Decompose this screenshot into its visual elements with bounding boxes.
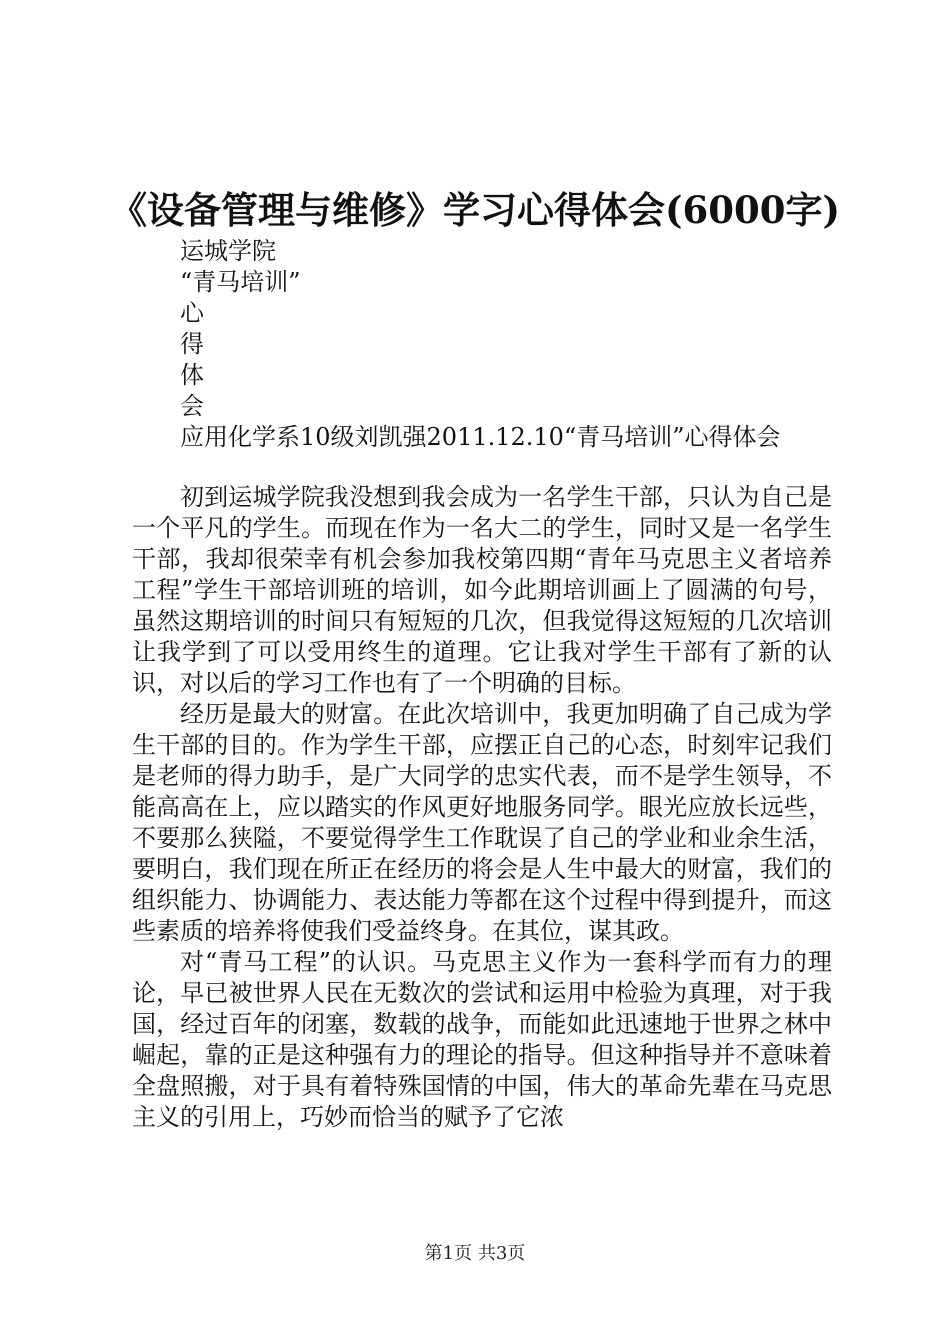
meta-line-char-4: 会 bbox=[180, 392, 204, 420]
document-meta bbox=[180, 236, 880, 453]
meta-line-char-3: 体 bbox=[180, 361, 204, 389]
meta-line-author: 应用化学系10级刘凯强2011.12.10“青马培训”心得体会 bbox=[180, 423, 781, 451]
paragraph-2: 经历是最大的财富。在此次培训中，我更加明确了自己成为学生干部的目的。作为学生干部，应摆正自己的心态，时刻牢记我们是老师的得力助手，是广大同学的忠实代表，而不是学生领导，不能高高在上，应以踏实的作风更好地服务同学。眼光应放长远些，不要那么狭隘，不要觉得学生工作耽误了自己的学业和业余生活，要明白，我们现在所正在经历的将会是人生中最大的财富，我们的组织能力、协调能力、表达能力等都在这个过程中得到提升，而这些素质的培养将使我们受益终身。在其位，谋其政。 bbox=[132, 700, 832, 945]
page-footer: 第1页 共3页 bbox=[424, 1243, 526, 1264]
meta-line-char-2: 得 bbox=[180, 330, 204, 358]
document-title: 《设备管理与维修》学习心得体会(6000字) bbox=[110, 188, 840, 232]
paragraph-3: 对“青马工程”的认识。马克思主义作为一套科学而有力的理论，早已被世界人民在无数次的尝试和运用中检验为真理，对于我国，经过百年的闭塞，数载的战争，而能如此迅速地于世界之林中崛起，靠的正是这种强有力的理论的指导。但这种指导并不意味着全盘照搬，对于具有着特殊国情的中国，伟大的革命先辈在马克思主义的引用上，巧妙而恰当的赋予了它浓 bbox=[132, 948, 832, 1131]
meta-line-program: “青马培训” bbox=[180, 268, 301, 296]
document-body bbox=[132, 482, 832, 1133]
meta-line-char-1: 心 bbox=[180, 299, 204, 327]
meta-line-school: 运城学院 bbox=[180, 237, 276, 265]
paragraph-1: 初到运城学院我没想到我会成为一名学生干部，只认为自己是一个平凡的学生。而现在作为一名大二的学生，同时又是一名学生干部，我却很荣幸有机会参加我校第四期“青年马克思主义者培养工程”学生干部培训班的培训，如今此期培训画上了圆满的句号，虽然这期培训的时间只有短短的几次，但我觉得这短短的几次培训让我学到了可以受用终生的道理。它让我对学生干部有了新的认识，对以后的学习工作也有了一个明确的目标。 bbox=[132, 483, 832, 697]
